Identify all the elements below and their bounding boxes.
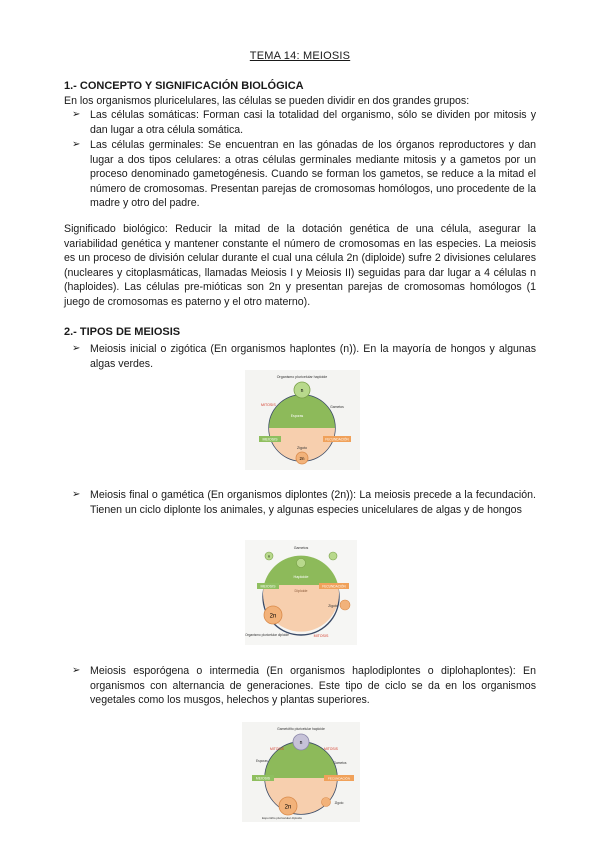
diploide-label: Diploide <box>294 589 308 593</box>
list-item: ➢ Meiosis final o gamética (En organismos diplontes (2n)): La meiosis precede a la fecundación. Tienen un ciclo diplonte los animales, y algunas especies unicelulares de algas y de hongos <box>72 489 536 516</box>
haploide-label: Haploide <box>293 575 309 579</box>
arrow-bullet-icon: ➢ <box>72 109 81 120</box>
organismo-label: Organismo pluricelular diploide <box>245 633 289 637</box>
haploid-label: n <box>300 388 304 394</box>
meiosis-label: MEIOSIS <box>262 437 278 442</box>
fecundation-label: FECUNDACIÓN <box>322 584 346 589</box>
fecundation-label: FECUNDACIÓN <box>325 437 349 442</box>
gametos-label: Gametos <box>293 546 309 550</box>
arrow-bullet-icon: ➢ <box>72 665 81 676</box>
section-1-intro: En los organismos pluricelulares, las células se pueden dividir en dos grandes grupos: <box>64 95 470 107</box>
bottom-label: Esporófito pluricelular diploide <box>261 816 303 820</box>
haploid-label: n <box>267 553 271 559</box>
diploid-label: 2n <box>284 804 292 811</box>
gamete-cell <box>329 552 337 560</box>
diploid-label: 2n <box>269 613 277 620</box>
list-item: ➢ Meiosis esporógena o intermedia (En organismos haplodiplontes o diplohaplontes): En organismos con alternancia de generaciones. Este tipo de ciclo se da en los organismos vegetales como los musgos, helechos y plantas superiores. <box>72 665 536 707</box>
zigoto-label: Zigoto <box>297 446 307 450</box>
sporic-cycle-svg <box>242 722 360 822</box>
list-item: ➢ Las células germinales: Se encuentran en las gónadas de los órganos reproductores y dan lugar a dos tipos celulares: a otras células germinales mediante mitosis y a gametos por un proceso denominado gametogénesis. Cuando se forman los gametos, se reduce a la mitad el número de cromosomas. Presentan parejas de cromosomas homólogos, uno procedente de la madre y otro del padre. <box>72 139 536 210</box>
arrow-bullet-icon: ➢ <box>72 139 81 150</box>
sporic-cycle-diagram <box>242 722 360 822</box>
zygotic-cycle-diagram <box>245 370 360 470</box>
zygotic-cycle-svg <box>245 370 360 470</box>
list-item: ➢ Meiosis inicial o zigótica (En organismos haplontes (n)). En la mayoría de hongos y algunas algas verdes. <box>72 343 536 370</box>
zigoto-label: Zigoto <box>328 604 338 608</box>
meiosis-label: MEIOSIS <box>260 584 276 589</box>
gametic-cycle-svg <box>245 540 357 645</box>
list-item: ➢ Las células somáticas: Forman casi la totalidad del organismo, sólo se dividen por mitosis y dan lugar a otra célula somática. <box>72 109 536 136</box>
haploid-label: n <box>299 740 303 746</box>
esporas-label: Esporas <box>256 759 268 763</box>
fecundation-label: FECUNDACIÓN <box>327 776 351 781</box>
diploid-label: 2n <box>299 456 305 461</box>
arrow-bullet-icon: ➢ <box>72 489 81 500</box>
mitosis-label: MITOSIS <box>261 403 276 407</box>
gamete-cell <box>297 559 306 568</box>
mitosis-label: MITOSIS <box>313 634 329 638</box>
section-2-heading: 2.- TIPOS DE MEIOSIS <box>64 326 181 338</box>
haploid-phase-area <box>269 395 335 428</box>
gametos-label: Gametos <box>333 761 347 765</box>
diploid-phase-area <box>265 778 337 814</box>
esporas-label: Esporas <box>290 414 304 418</box>
mitosis-label-right: MITOSIS <box>324 747 338 751</box>
biological-significance: Significado biológico: Reducir la mitad de la dotación genética de una célula, asegurar la variabilidad genética y mantener constante el número de cromosomas en las especies. La meiosis es un proceso de división celular durante el cual una célula 2n (diploide) sufre 2 divisiones celulares (nucleares y citoplasmáticas, llamadas Meiosis I y Meiosis II) seguidas para dar lugar a 4 células n (haploides). Las células pre-mióticas son 2n y presentan parejas de cromosomas homólogos (1 juego de cromosomas es paterno y el otro materno). <box>64 223 536 308</box>
top-label: Organismo pluricelular haploide <box>276 375 328 379</box>
gametic-cycle-diagram <box>245 540 357 645</box>
zigoto-label: Zigoto <box>334 801 344 805</box>
top-label: Gametófito pluricelular haploide <box>277 727 325 731</box>
arrow-bullet-icon: ➢ <box>72 343 81 354</box>
gametos-label: Gametos <box>330 405 344 409</box>
section-1-heading: 1.- CONCEPTO Y SIGNIFICACIÓN BIOLÓGICA <box>64 80 304 92</box>
mitosis-label: MITOSIS <box>270 747 284 751</box>
zygote-cell <box>322 798 331 807</box>
zygote-cell <box>340 600 350 610</box>
page-title: TEMA 14: MEIOSIS <box>249 50 351 62</box>
meiosis-label: MEIOSIS <box>255 776 271 781</box>
